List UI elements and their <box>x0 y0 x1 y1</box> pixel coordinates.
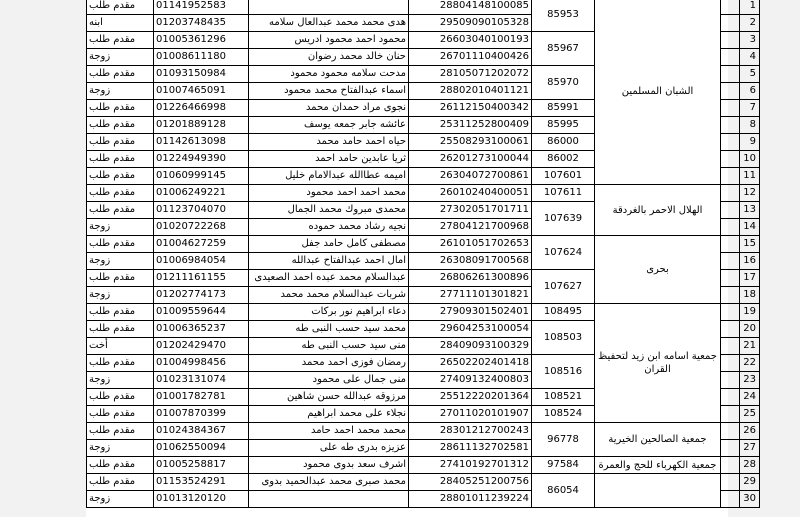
name-cell: مصطفى كامل حامد جفل <box>249 236 409 253</box>
phone-cell: 01005258817 <box>154 457 249 474</box>
row-number-cell: 23 <box>740 372 760 389</box>
code-cell: 107639 <box>532 202 595 236</box>
name-cell: اشرف سعد بدوى محمود <box>249 457 409 474</box>
national-id-cell: 27804121700968 <box>409 219 532 236</box>
national-id-cell: 25311252800409 <box>409 117 532 134</box>
relation-cell: زوجة <box>87 287 154 304</box>
national-id-cell: 27410192701312 <box>409 457 532 474</box>
relation-cell: زوجة <box>87 219 154 236</box>
phone-cell: 01024384367 <box>154 423 249 440</box>
name-cell: دعاء ابراهيم نور بركات <box>249 304 409 321</box>
national-id-cell: 27011020101907 <box>409 406 532 423</box>
relation-cell: مقدم طلب <box>87 236 154 253</box>
name-cell: شربات عبدالسلام محمد محمد <box>249 287 409 304</box>
phone-cell: 01224949390 <box>154 151 249 168</box>
table-row <box>87 304 760 321</box>
national-id-cell: 27302051701711 <box>409 202 532 219</box>
name-cell: عزيزه بدرى طه على <box>249 440 409 457</box>
blank-cell <box>721 287 740 304</box>
national-id-cell: 26603040100193 <box>409 32 532 49</box>
phone-cell: 01203748435 <box>154 15 249 32</box>
relation-cell: أخت <box>87 338 154 355</box>
national-id-cell: 28405251200756 <box>409 474 532 491</box>
relation-cell: مقدم طلب <box>87 406 154 423</box>
blank-cell <box>721 185 740 202</box>
blank-cell <box>721 100 740 117</box>
blank-cell <box>721 66 740 83</box>
national-id-cell: 26701110400426 <box>409 49 532 66</box>
table-row <box>87 0 760 15</box>
blank-cell <box>721 236 740 253</box>
name-cell: محمدى مبروك محمد الجمال <box>249 202 409 219</box>
name-cell: رمضان فوزى احمد محمد <box>249 355 409 372</box>
blank-cell <box>721 15 740 32</box>
relation-cell: مقدم طلب <box>87 0 154 15</box>
row-number-cell: 6 <box>740 83 760 100</box>
blank-cell <box>721 0 740 15</box>
name-cell: محمد احمد احمد محمود <box>249 185 409 202</box>
blank-cell <box>721 423 740 440</box>
blank-cell <box>721 49 740 66</box>
phone-cell: 01006365237 <box>154 321 249 338</box>
phone-cell: 01060999145 <box>154 168 249 185</box>
phone-cell: 01202774173 <box>154 287 249 304</box>
row-number-cell: 18 <box>740 287 760 304</box>
relation-cell: مقدم طلب <box>87 100 154 117</box>
relation-cell: زوجة <box>87 83 154 100</box>
phone-cell: 01007465091 <box>154 83 249 100</box>
name-cell <box>249 0 409 15</box>
national-id-cell: 26806261300896 <box>409 270 532 287</box>
row-number-cell: 13 <box>740 202 760 219</box>
name-cell: اميمه عطاالله عبدالامام خليل <box>249 168 409 185</box>
national-id-cell: 29604253100054 <box>409 321 532 338</box>
name-cell: محمود احمد محمود ادريس <box>249 32 409 49</box>
phone-cell: 01013120120 <box>154 491 249 508</box>
document-sheet <box>86 0 756 517</box>
phone-cell: 01201889128 <box>154 117 249 134</box>
national-id-cell: 28802010401121 <box>409 83 532 100</box>
relation-cell: زوجة <box>87 253 154 270</box>
national-id-cell: 26304072700861 <box>409 168 532 185</box>
name-cell: نجلاء على محمد ابراهيم <box>249 406 409 423</box>
phone-cell: 01211161155 <box>154 270 249 287</box>
national-id-cell: 27711101301821 <box>409 287 532 304</box>
organization-cell: الشبان المسلمين <box>595 0 721 185</box>
phone-cell: 01004998456 <box>154 355 249 372</box>
name-cell: حياه احمد حامد محمد <box>249 134 409 151</box>
national-id-cell: 25512220201364 <box>409 389 532 406</box>
blank-cell <box>721 151 740 168</box>
blank-cell <box>721 83 740 100</box>
relation-cell: زوجة <box>87 49 154 66</box>
relation-cell: مقدم طلب <box>87 151 154 168</box>
row-number-cell: 26 <box>740 423 760 440</box>
row-number-cell: 2 <box>740 15 760 32</box>
code-cell: 108503 <box>532 321 595 355</box>
name-cell: نجوى مراد حمدان محمد <box>249 100 409 117</box>
phone-cell: 01142613098 <box>154 134 249 151</box>
relation-cell: مقدم طلب <box>87 117 154 134</box>
blank-cell <box>721 304 740 321</box>
relation-cell: مقدم طلب <box>87 474 154 491</box>
row-number-cell: 9 <box>740 134 760 151</box>
row-number-cell: 27 <box>740 440 760 457</box>
code-cell: 108495 <box>532 304 595 321</box>
row-number-cell: 3 <box>740 32 760 49</box>
blank-cell <box>721 253 740 270</box>
code-cell: 107611 <box>532 185 595 202</box>
blank-cell <box>721 32 740 49</box>
blank-cell <box>721 474 740 491</box>
table-row <box>87 474 760 491</box>
row-number-cell: 19 <box>740 304 760 321</box>
name-cell: منى جمال على محمود <box>249 372 409 389</box>
code-cell: 107624 <box>532 236 595 270</box>
name-cell: محمد سيد حسب النبى طه <box>249 321 409 338</box>
phone-cell: 01006249221 <box>154 185 249 202</box>
name-cell: محمد صبرى محمد عبدالحميد بدوى <box>249 474 409 491</box>
relation-cell: مقدم طلب <box>87 32 154 49</box>
relation-cell: ابنه <box>87 15 154 32</box>
national-id-cell: 28611132702581 <box>409 440 532 457</box>
row-number-cell: 8 <box>740 117 760 134</box>
name-cell <box>249 491 409 508</box>
national-id-cell: 26010240400051 <box>409 185 532 202</box>
code-cell: 85953 <box>532 0 595 32</box>
phone-cell: 01202429470 <box>154 338 249 355</box>
blank-cell <box>721 117 740 134</box>
table-body <box>87 0 760 508</box>
row-number-cell: 10 <box>740 151 760 168</box>
row-number-cell: 25 <box>740 406 760 423</box>
code-cell: 108521 <box>532 389 595 406</box>
organization-cell: جمعية الكهرباء للحج والعمرة <box>595 457 721 474</box>
phone-cell: 01005361296 <box>154 32 249 49</box>
code-cell: 85991 <box>532 100 595 117</box>
national-id-cell: 28409093100329 <box>409 338 532 355</box>
blank-cell <box>721 134 740 151</box>
blank-cell <box>721 406 740 423</box>
row-number-cell: 5 <box>740 66 760 83</box>
beneficiaries-table <box>86 0 760 508</box>
blank-cell <box>721 355 740 372</box>
blank-cell <box>721 440 740 457</box>
row-number-cell: 11 <box>740 168 760 185</box>
relation-cell: مقدم طلب <box>87 304 154 321</box>
relation-cell: مقدم طلب <box>87 355 154 372</box>
code-cell: 85995 <box>532 117 595 134</box>
phone-cell: 01123704070 <box>154 202 249 219</box>
organization-cell: جمعية الصالحين الخيرية <box>595 423 721 457</box>
name-cell: عبدالسلام محمد عبده احمد الصعيدى <box>249 270 409 287</box>
phone-cell: 01007870399 <box>154 406 249 423</box>
blank-cell <box>721 202 740 219</box>
phone-cell: 01009559644 <box>154 304 249 321</box>
relation-cell: مقدم طلب <box>87 389 154 406</box>
table-row <box>87 236 760 253</box>
row-number-cell: 16 <box>740 253 760 270</box>
code-cell: 86000 <box>532 134 595 151</box>
blank-cell <box>721 270 740 287</box>
row-number-cell: 21 <box>740 338 760 355</box>
code-cell: 86054 <box>532 474 595 508</box>
row-number-cell: 17 <box>740 270 760 287</box>
blank-cell <box>721 457 740 474</box>
phone-cell: 01020722268 <box>154 219 249 236</box>
row-number-cell: 12 <box>740 185 760 202</box>
name-cell: امال احمد عبدالفتاح عبدالله <box>249 253 409 270</box>
blank-cell <box>721 372 740 389</box>
name-cell: حنان خالد محمد رضوان <box>249 49 409 66</box>
name-cell: منى سيد حسب النبى طه <box>249 338 409 355</box>
blank-cell <box>721 338 740 355</box>
code-cell: 108516 <box>532 355 595 389</box>
row-number-cell: 30 <box>740 491 760 508</box>
table-row <box>87 185 760 202</box>
relation-cell: مقدم طلب <box>87 66 154 83</box>
blank-cell <box>721 219 740 236</box>
name-cell: محمد محمد احمد حامد <box>249 423 409 440</box>
relation-cell: مقدم طلب <box>87 134 154 151</box>
organization-cell: جمعية اسامه ابن زيد لتحفيظ القران <box>595 304 721 423</box>
national-id-cell: 27409132400803 <box>409 372 532 389</box>
national-id-cell: 26201273100044 <box>409 151 532 168</box>
row-number-cell: 1 <box>740 0 760 15</box>
national-id-cell: 26502202401418 <box>409 355 532 372</box>
national-id-cell: 25508293100061 <box>409 134 532 151</box>
row-number-cell: 15 <box>740 236 760 253</box>
row-number-cell: 28 <box>740 457 760 474</box>
national-id-cell: 26308091700568 <box>409 253 532 270</box>
phone-cell: 01008611180 <box>154 49 249 66</box>
organization-cell: بحرى <box>595 236 721 304</box>
relation-cell: زوجة <box>87 372 154 389</box>
relation-cell: زوجة <box>87 440 154 457</box>
blank-cell <box>721 491 740 508</box>
phone-cell: 01004627259 <box>154 236 249 253</box>
table-row <box>87 423 760 440</box>
table-row <box>87 457 760 474</box>
phone-cell: 01023131074 <box>154 372 249 389</box>
row-number-cell: 20 <box>740 321 760 338</box>
relation-cell: مقدم طلب <box>87 423 154 440</box>
relation-cell: مقدم طلب <box>87 457 154 474</box>
name-cell: مرزوقه عبدالله حسن شاهين <box>249 389 409 406</box>
row-number-cell: 4 <box>740 49 760 66</box>
phone-cell: 01062550094 <box>154 440 249 457</box>
national-id-cell: 26101051702653 <box>409 236 532 253</box>
organization-cell: الهلال الاحمر بالغردقة <box>595 185 721 236</box>
row-number-cell: 7 <box>740 100 760 117</box>
code-cell: 107627 <box>532 270 595 304</box>
code-cell: 85970 <box>532 66 595 100</box>
national-id-cell: 28301212700243 <box>409 423 532 440</box>
relation-cell: مقدم طلب <box>87 185 154 202</box>
relation-cell: مقدم طلب <box>87 321 154 338</box>
phone-cell: 01141952583 <box>154 0 249 15</box>
national-id-cell: 26112150400342 <box>409 100 532 117</box>
row-number-cell: 29 <box>740 474 760 491</box>
phone-cell: 01093150984 <box>154 66 249 83</box>
organization-cell <box>595 474 721 508</box>
phone-cell: 01001782781 <box>154 389 249 406</box>
relation-cell: زوجة <box>87 491 154 508</box>
relation-cell: مقدم طلب <box>87 202 154 219</box>
name-cell: هدى محمد محمد عبدالعال سلامه <box>249 15 409 32</box>
row-number-cell: 24 <box>740 389 760 406</box>
code-cell: 96778 <box>532 423 595 457</box>
relation-cell: مقدم طلب <box>87 168 154 185</box>
phone-cell: 01226466998 <box>154 100 249 117</box>
row-number-cell: 14 <box>740 219 760 236</box>
blank-cell <box>721 321 740 338</box>
national-id-cell: 27909301502401 <box>409 304 532 321</box>
code-cell: 107601 <box>532 168 595 185</box>
code-cell: 86002 <box>532 151 595 168</box>
phone-cell: 01153524291 <box>154 474 249 491</box>
row-number-cell: 22 <box>740 355 760 372</box>
relation-cell: مقدم طلب <box>87 270 154 287</box>
code-cell: 85967 <box>532 32 595 66</box>
national-id-cell: 28105071202072 <box>409 66 532 83</box>
phone-cell: 01006984054 <box>154 253 249 270</box>
name-cell: ثريا عابدين حامد احمد <box>249 151 409 168</box>
code-cell: 97584 <box>532 457 595 474</box>
national-id-cell: 29509090105328 <box>409 15 532 32</box>
name-cell: مدحت سلامه محمود محمود <box>249 66 409 83</box>
name-cell: عائشه جابر جمعه يوسف <box>249 117 409 134</box>
code-cell: 108524 <box>532 406 595 423</box>
national-id-cell: 28804148100085 <box>409 0 532 15</box>
national-id-cell: 28801011239224 <box>409 491 532 508</box>
name-cell: نجيه رشاد محمد حموده <box>249 219 409 236</box>
name-cell: اسماء عبدالفتاح محمد محمود <box>249 83 409 100</box>
blank-cell <box>721 389 740 406</box>
blank-cell <box>721 168 740 185</box>
